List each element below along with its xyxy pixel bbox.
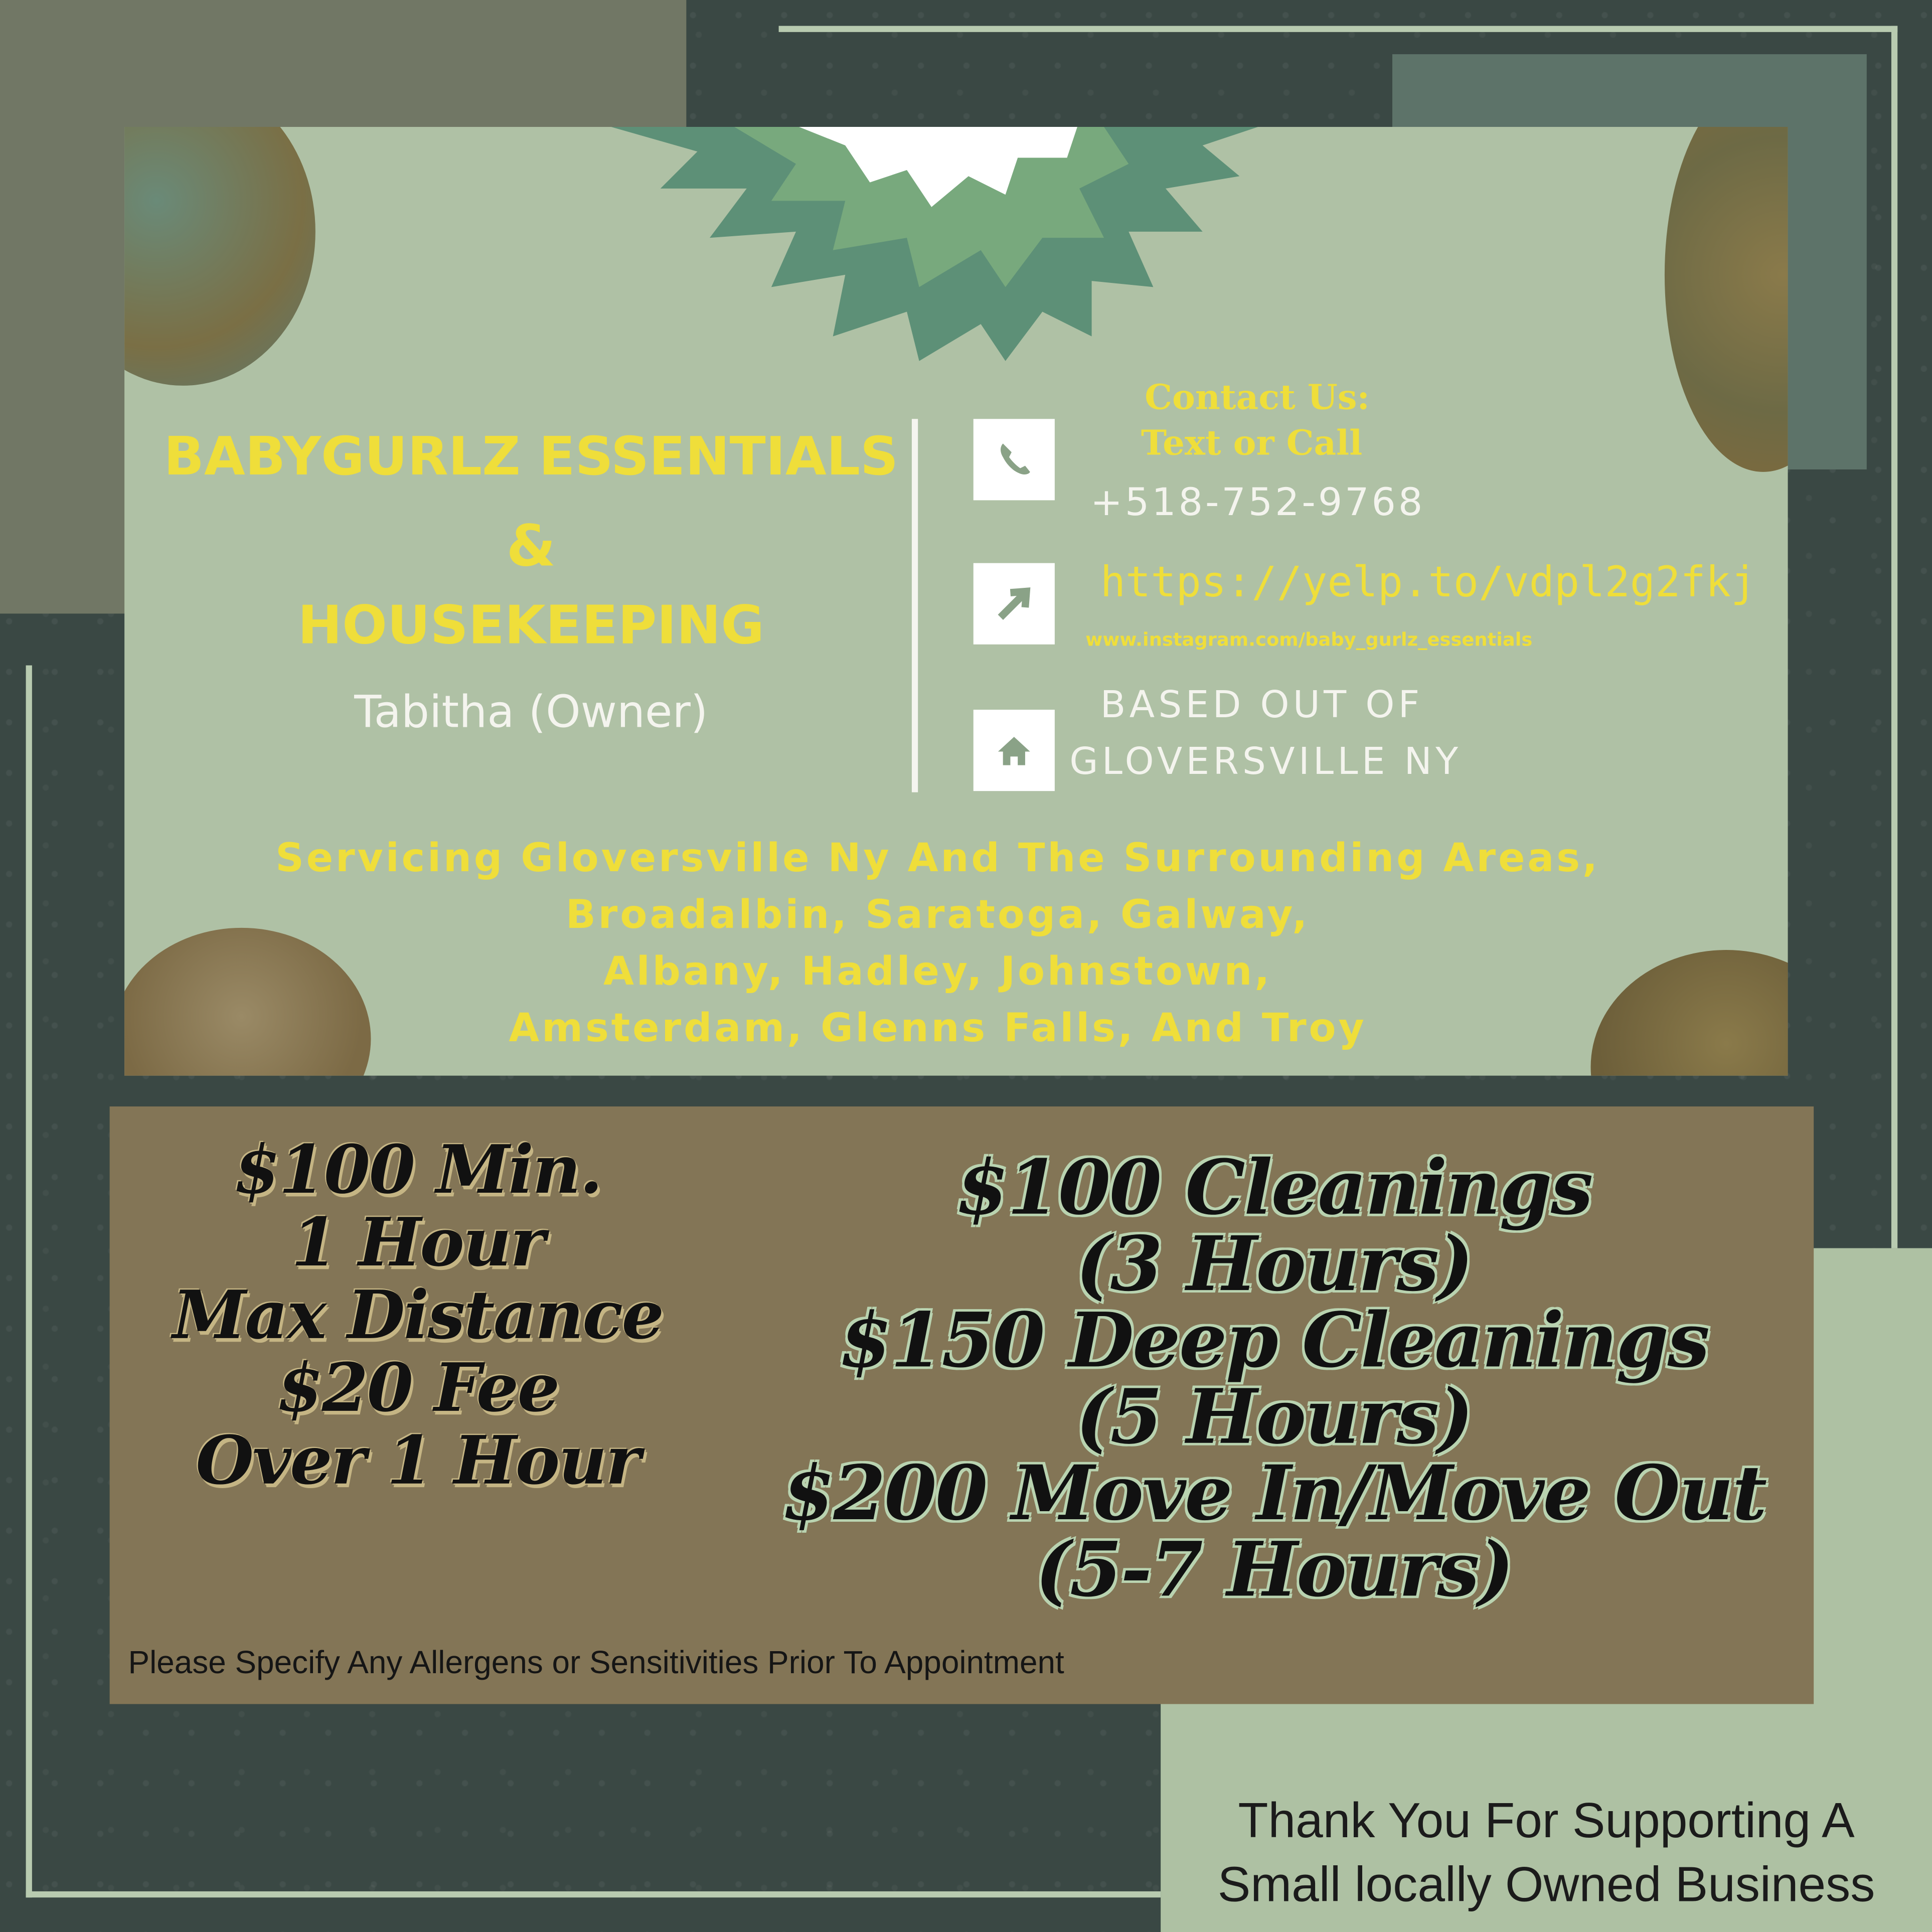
policy-line: 1 Hour [291,1202,544,1281]
service-area-line: Amsterdam, Glenns Falls, And Troy [509,1004,1367,1051]
thank-you-line: Small locally Owned Business [1217,1858,1875,1912]
thank-you-message [1161,1789,1932,1917]
pricing-line: (5 Hours) [1076,1374,1473,1462]
pricing-line: $200 Move In/Move Out [782,1450,1766,1538]
vertical-divider [912,419,918,792]
frame-line-bottom [26,1891,1161,1897]
allergen-note: Please Specify Any Allergens or Sensitivities Prior To Appointment [128,1644,1064,1681]
phone-number[interactable]: +518-752-9768 [1090,480,1425,525]
pricing-line: (5-7 Hours) [1035,1526,1513,1615]
contact-subheading: Text or Call [1141,422,1363,463]
service-area-line: Albany, Hadley, Johnstown, [603,947,1272,995]
policy-line: Over 1 Hour [196,1420,640,1500]
frame-line-left [26,666,32,1898]
pricing-line: $100 Cleanings [956,1145,1592,1232]
home-icon [974,710,1055,791]
policy-text [134,1130,701,1500]
service-area-line: Servicing Gloversville Ny And The Surrounding Areas, [275,834,1600,881]
leaf-burst-graphic [586,127,1276,373]
policy-line: Max Distance [173,1275,663,1354]
business-name-line2: HOUSEKEEPING [297,595,764,657]
contact-heading: Contact Us: [1145,377,1370,418]
policy-line: $20 Fee [276,1348,559,1427]
frame-line-top [779,26,1898,32]
pricing-line: $150 Deep Cleanings [839,1297,1709,1385]
pricing-text [750,1145,1798,1615]
yelp-link[interactable]: https://yelp.to/vdpl2g2fkj [1100,558,1756,608]
policy-line: $100 Min. [234,1130,602,1209]
service-area-line: Broadalbin, Saratoga, Galway, [565,891,1310,938]
location-line2: GLOVERSVILLE NY [1069,740,1462,784]
thank-you-line: Thank You For Supporting A [1238,1794,1855,1848]
frame-line-right [1891,26,1897,1248]
instagram-link[interactable]: www.instagram.com/baby_gurlz_essentials [1085,628,1533,651]
business-name-line1: BABYGURLZ ESSENTIALS [164,426,899,488]
decorative-blob [1665,127,1788,472]
arrow-link-icon [974,563,1055,645]
pricing-line: (3 Hours) [1076,1221,1473,1309]
service-area [124,829,1751,1056]
location-line1: BASED OUT OF [1100,684,1423,727]
owner-name: Tabitha (Owner) [354,687,708,738]
decorative-blob [124,127,315,386]
ampersand: & [506,512,556,579]
pricing-panel [110,1106,1814,1704]
phone-icon [974,419,1055,500]
business-card [124,127,1788,1076]
